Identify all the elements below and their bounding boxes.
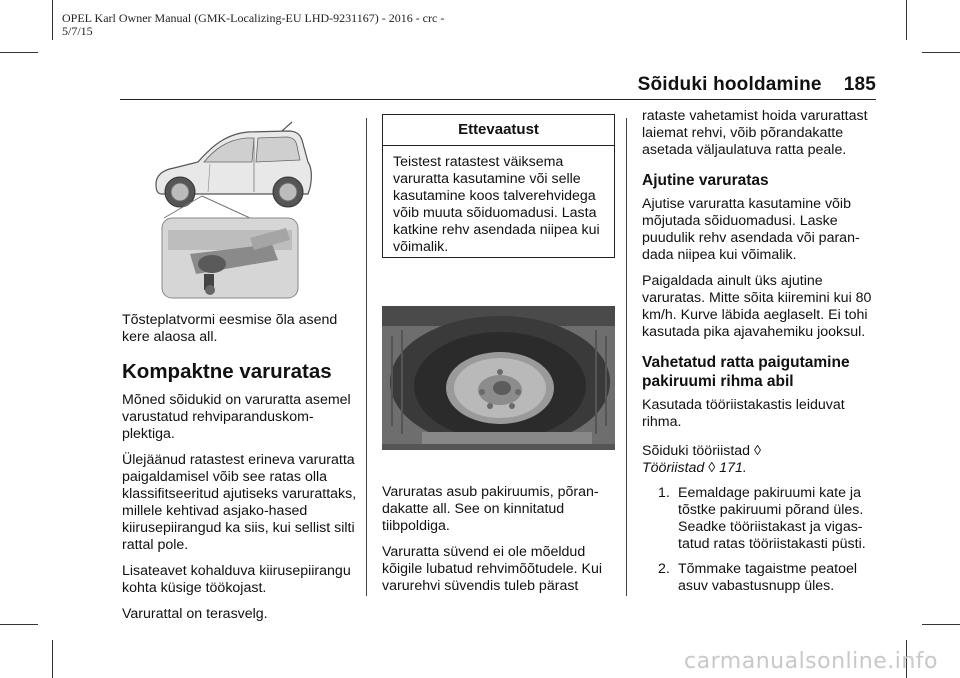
section-heading: Kompaktne varuratas xyxy=(122,360,332,383)
list-item xyxy=(642,561,878,595)
cross-reference-link[interactable] xyxy=(642,460,878,477)
paragraph: Lisateavet kohalduva kiirusepiirangu kohta küsige töökojast. xyxy=(122,563,351,596)
crop-mark xyxy=(52,640,53,678)
step-number: 1. xyxy=(658,485,670,501)
paragraph: rataste vahetamist hoida varurattast laiemat rehvi, võib põrandakatte asetada väljaulatuva ratta peale. xyxy=(642,108,868,158)
crop-mark xyxy=(0,52,38,53)
list-item xyxy=(642,485,878,553)
paragraph: Mõned sõidukid on varuratta asemel varustatud rehviparanduskom-plektiga. xyxy=(122,392,351,442)
paragraph: Varuratas asub pakiruumis, põran-dakatte all. See on kinnitatud tiibpoldiga. xyxy=(382,484,599,534)
caution-title: Ettevaatust xyxy=(383,115,614,146)
watermark: carmanualsonline.info xyxy=(684,649,938,674)
column-rule xyxy=(366,118,367,596)
paragraph: Varurattal on terasvelg. xyxy=(122,606,268,622)
print-meta xyxy=(62,12,502,38)
crop-mark xyxy=(52,0,53,40)
subheading-temporary-spare: Ajutine varuratas xyxy=(642,172,769,189)
crop-mark xyxy=(922,52,960,53)
paragraph: Kasutada tööriistakastis leiduvat rihma. xyxy=(642,397,845,430)
spare-wheel-photo xyxy=(382,306,615,450)
column-rule xyxy=(626,118,627,596)
cross-reference-text: Sõiduki tööriistad xyxy=(642,443,751,459)
paragraph: Varuratta süvend ei ole mõeldud kõigile lubatud rehvimõõtudele. Kui varurehvi süvendis tuleb pärast xyxy=(382,544,603,594)
figure-caption: Tõsteplatvormi eesmise õla asend kere alaosa all. xyxy=(122,312,338,345)
column-3 xyxy=(642,108,878,603)
print-meta-line2: 5/7/15 xyxy=(62,24,93,38)
paragraph: Ülejäänud ratastest erineva varuratta paigaldamisel võib see ratas olla klassifitseeritud ajutiseks varurattaks, millele kehtivad asjako-hased kiirusepiirangud ka siis, kui sellist silti rattal pole. xyxy=(122,452,357,553)
paragraph: Paigaldada ainult üks ajutine varuratas. Mitte sõita kiiremini kui 80 km/h. Kurve läbida aeglaselt. Ei tohi kasutada pika ajavahemiku jooksul. xyxy=(642,273,872,340)
step-text: Tõmmake tagaistme peatoel asuv vabastusnupp üles. xyxy=(678,561,858,594)
caution-text: Teistest ratastest väiksema varuratta kasutamine või selle kasutamine koos talverehvidega võib muuta sõiduomadusi. Lasta katkine rehv asendada niipea kui võimalik. xyxy=(393,154,600,255)
column-2-text xyxy=(382,484,618,604)
subheading-storing-wheel: Vahetatud ratta paigutamine pakiruumi rihma abil xyxy=(642,354,850,390)
crop-mark xyxy=(922,624,960,625)
reference-arrow-icon: ◊ xyxy=(708,460,716,476)
cross-reference-page: 171. xyxy=(719,460,747,476)
crop-mark xyxy=(0,624,38,625)
caution-box xyxy=(382,114,615,258)
step-text: Eemaldage pakiruumi kate ja tõstke pakiruumi põrand üles. Seadke tööriistakast ja vigas-tatud ratas tööriistakasti püsti. xyxy=(678,485,866,552)
print-meta-line1: OPEL Karl Owner Manual (GMK-Localizing-EU LHD-9231167) - 2016 - crc - xyxy=(62,11,445,25)
cross-reference-title: Tööriistad xyxy=(642,460,705,476)
cross-reference xyxy=(642,443,878,460)
column-1 xyxy=(122,312,358,632)
page-number: 185 xyxy=(843,74,876,95)
step-number: 2. xyxy=(658,561,670,577)
reference-arrow-icon: ◊ xyxy=(754,443,762,459)
running-title: Sõiduki hooldamine xyxy=(637,74,822,95)
paragraph: Ajutise varuratta kasutamine võib mõjutada sõiduomadusi. Laske puudulik rehv asendada või paran-dada niipea kui võimalik. xyxy=(642,196,860,263)
header-rule xyxy=(120,99,876,100)
running-header xyxy=(600,74,876,96)
car-lift-illustration xyxy=(150,118,320,300)
crop-mark xyxy=(906,0,907,40)
